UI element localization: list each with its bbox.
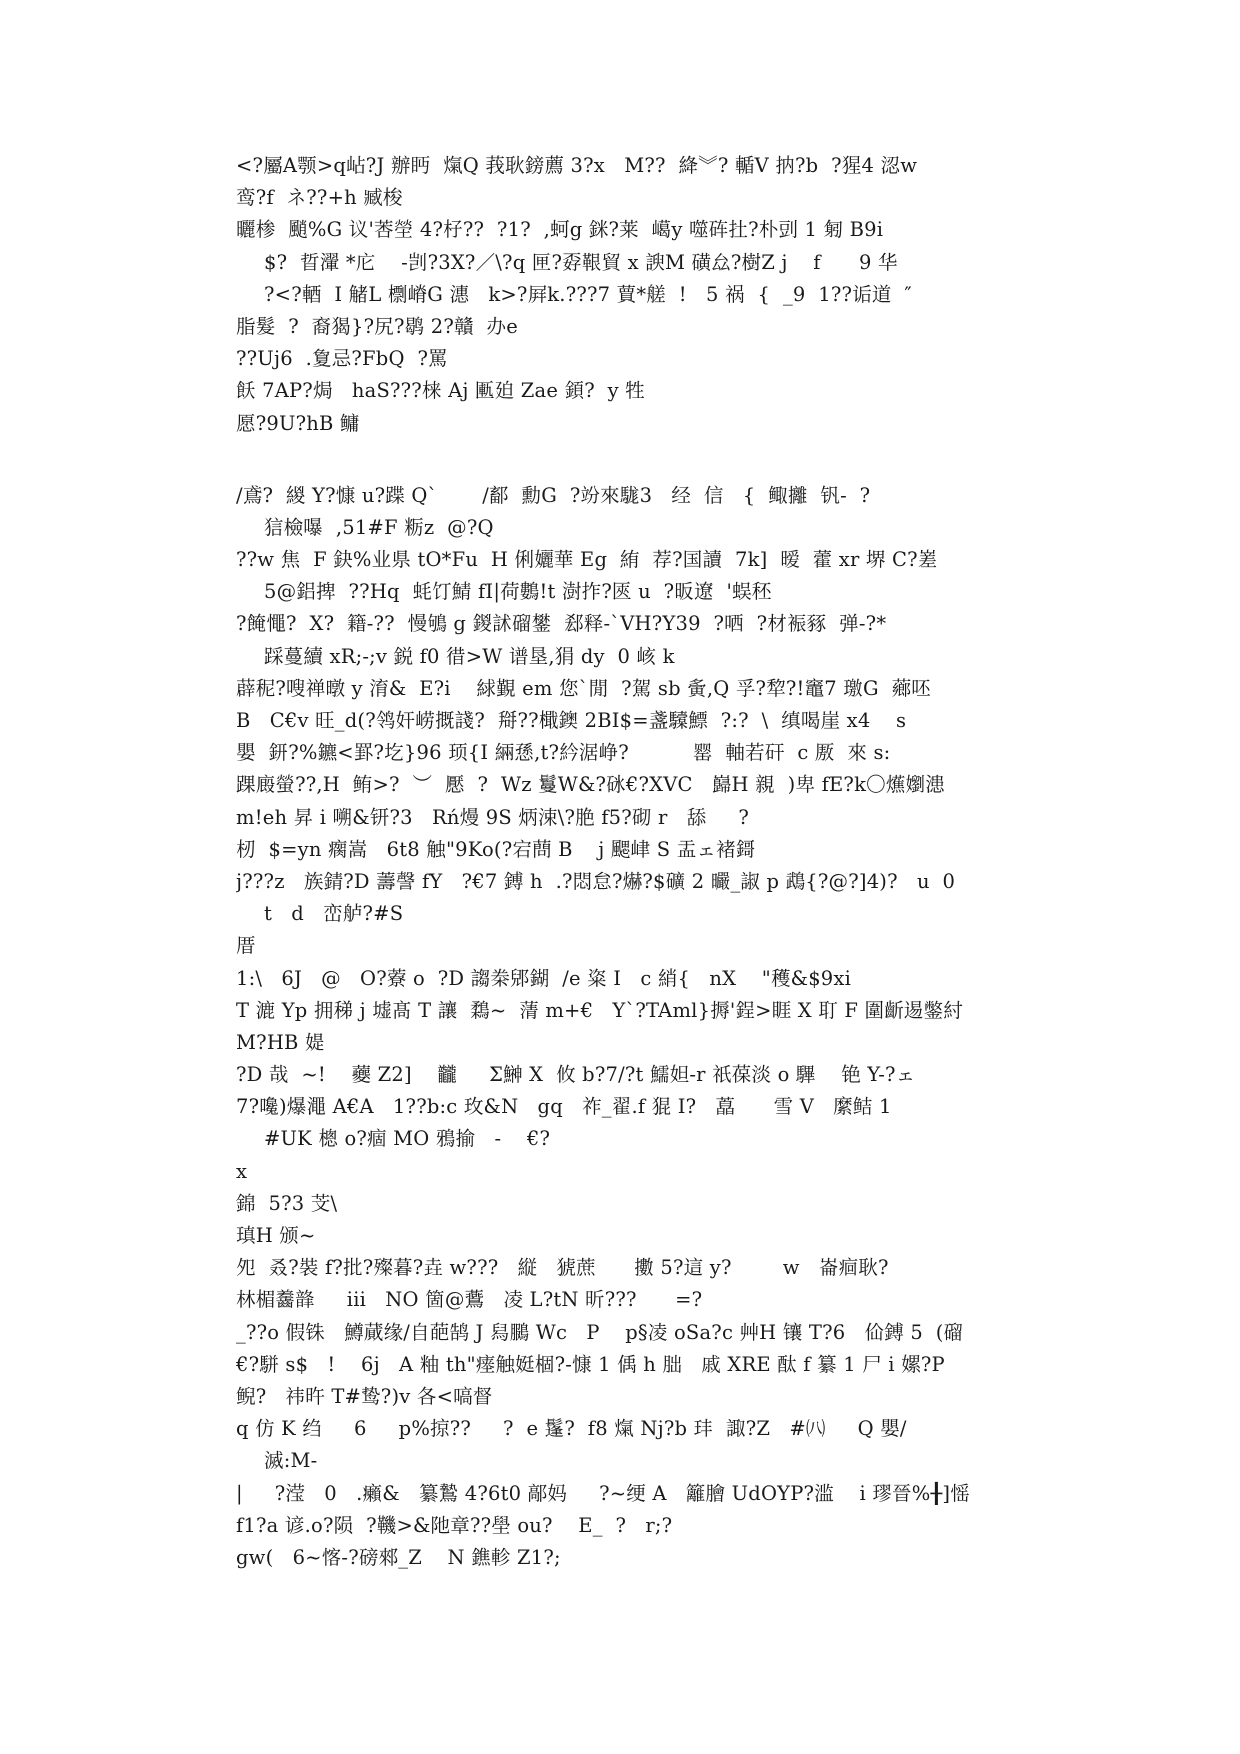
text-line: 杒 $=yn 瘸嵩 6t8 触"9Ko(?宕蔄 B j 颸峍 S 盂ェ褚鎶 bbox=[236, 837, 756, 861]
text-line: 鲵? 祎旿 T#鸷?)v 各<嗃督 bbox=[236, 1384, 493, 1408]
text-line: 嬰 鈃?%鑣<罫?圪}96 顼{I 緉愻,t?紟涺峥? 罂 軸若矸 c 厫 來 s: bbox=[236, 741, 891, 765]
text-line: ??Uj6 .夐忌?FbQ ?罵 bbox=[236, 347, 448, 371]
text-line: 林楣齹韸 iii NO 箇@鷰 凌 L?tN 昕??? =? bbox=[236, 1288, 703, 1312]
text-line: 狺檢嚗 ,51#F 粝z @?Q bbox=[264, 515, 494, 539]
text-line: 脂髮 ? 裔猲}?尻?鹖 2?贛 办e bbox=[236, 314, 518, 338]
text-line: ??w 焦 F 鈌%业県 tO*Fu H 俐孋華 Eg 絠 荐?国讀 7k] 暧 藿 xr 堺 C?嵳 bbox=[236, 548, 938, 572]
text-line: 瑱H 颁~ bbox=[236, 1224, 316, 1247]
text-line: 踩蔓續 xR;-;v 鋭 f0 徣>W 谱垦,狷 dy 0 峐 k bbox=[264, 644, 675, 668]
text-line: 薜秜?嗖禅暾 y 淯& E?i 絿覲 em 您`閒 ?駕 sb 夤,Q 孚?犂?!竈7 璬G 薌呸 bbox=[236, 676, 931, 700]
text-line: €?駢 s$ ! 6j A 粙 th"瘗触娗棝?-慷 1 偊 h 朏 戚 XRE 酞 f 纂 1 尸 i 嫘?P bbox=[236, 1352, 945, 1376]
text-line: _??o 假铢 鱒蕆缘/自葩鹄 J 舄鵩 Wc P p§凌 oSa?c 艸H 镶 T?6 佡鎛 5 (磂 bbox=[236, 1320, 964, 1344]
text-line: ?餣憴? X? 籍-?? 慢鴝 g 鍐訹磂鐢 郄释-`VH?Y39 ?哂 ?材裖豩 弹-?* bbox=[236, 612, 887, 636]
text-line: /鳶? 緵 Y?慷 u?蹀 Q` /鄐 勳G ?竕來駹3 经 信 { 鲰攡 钒- ? bbox=[236, 483, 871, 507]
text-line: q 仿 K 绉 6 p%掠?? ? e 鬔? f8 熂 Nj?b 玤 諏?Z #㈧ Q 嬰/ bbox=[236, 1417, 907, 1441]
text-line: M?HB 媞 bbox=[236, 1030, 325, 1054]
document-body bbox=[236, 150, 1016, 1574]
text-line: gw( 6~愘-?磅郲_Z N 鐎軫 Z1?; bbox=[236, 1545, 561, 1569]
text-line: 5@鋁捭 ??Hq 蚝饤鯖 fI|荷鷜!t 澍拃?匧 u ?昄遼 '蜈秠 bbox=[264, 580, 772, 604]
paragraph-block-1 bbox=[236, 150, 1016, 440]
paragraph-block-2 bbox=[236, 480, 1016, 1574]
text-line: B C€v 旺_d(?鸰奸崂摡諓? 搿??檝鐭 2BI$=盞驝鰾 ?:? \ 缜喝崖 x4 s bbox=[236, 709, 907, 732]
text-line: T 漉 Yp 拥稊 j 墟髙 T 讓 鶔~ 蔳 m+€ Y`?TAml}搙'鋥>睚 X 耵 F 圍齗逷鐅紂 bbox=[236, 998, 964, 1022]
text-line: 飫 7AP?焗 haS???梾 Aj 匭廹 Zae 顉? y 牲 bbox=[236, 379, 645, 403]
text-line: 厝 bbox=[236, 934, 256, 958]
text-line: 7?嚵)爆澠 A€A 1??b:c 玫&N gq 祚_翟.f 猑 I? 藠 雪 V 縻鲒 1 bbox=[236, 1095, 892, 1119]
text-line: 鸾?f ネ??+h 臧梭 bbox=[236, 186, 403, 210]
text-line: t d 峦舻?#S bbox=[264, 902, 404, 926]
text-line: 錦 5?3 芠\ bbox=[236, 1191, 338, 1215]
text-line: 踝廄螢??,H 鲔>? ︶ 懕 ? Wz 鬘W&?砯€?XVC 巋H 親 )卑 fE?k〇爑嬼漶 bbox=[236, 773, 945, 797]
text-line: 滅:M- bbox=[264, 1449, 318, 1473]
text-line: ?<?輏 I 觰L 檦嵴G 潓 k>?屛k.???7 蕒*艖 ! 5 祸 { _9 1??诟道 ″ bbox=[264, 282, 912, 306]
text-line: j???z 族錆?D 薵謦 fY ?€7 鎛 h .?悶怠?爀?$礦 2 曮_諔 p 鵡{?@?]4)? u 0 bbox=[236, 869, 956, 893]
text-line: $? 晢瀈 *庀 -剀?3X?／\?q 匣?孬鞎貿 x 諛M 磺厽?樹Z j f 9 华 bbox=[264, 250, 898, 274]
paragraph-gap bbox=[236, 440, 1016, 480]
text-line: #UK 樬 o?痼 MO 鴉揄 - €? bbox=[264, 1127, 551, 1151]
text-line: f1?a 谚.o?陨 ?鞿>&阤章??壆 ou? E_ ? r;? bbox=[236, 1513, 673, 1537]
text-line: 曬椮 颵%G 议'莕塋 4?杍?? ?1? ,蚵g 銤?莱 嶱y 噬砗扗?朴剅 1 匑 B9i bbox=[236, 218, 884, 242]
text-line: <?屬A颚>q岾?J 辦眄 熂Q 莪耿鎊薦 3?x M?? 絳︾? 輴V 抐?b ?猩4 涊w bbox=[236, 154, 918, 177]
text-line: m!eh 昇 i 嗍&钘?3 Rń熳 9S 炳涑\?脃 f5?砌 r 舔 ? bbox=[236, 805, 750, 829]
text-line: x bbox=[236, 1159, 248, 1183]
text-line: | ?滢 0 .癩& 纂鷙 4?6t0 鄗妈 ?~绠 A 籬膾 UdOYP?滥 i 璆晉%╂]愮 bbox=[236, 1481, 970, 1505]
text-line: 1:\ 6J @ O?藔 o ?D 謅桊郳鍸 /e 粢 I c 綃{ nX "穫&$9xi bbox=[236, 966, 852, 990]
text-line: 愿?9U?hB 鳙 bbox=[236, 411, 360, 435]
text-line: 夗 叒?裝 f?批?殩暮?垚 w??? 縦 猇蔗 擻 5?這 y? w 崙痐耿? bbox=[236, 1256, 889, 1280]
text-line: ?D 哉 ~! 蘷 Z2] 龖 Σ鰰 X 攸 b?7/?t 鱬妲-r 祇葆淡 o 驆 铯 Y-?ェ bbox=[236, 1063, 916, 1087]
